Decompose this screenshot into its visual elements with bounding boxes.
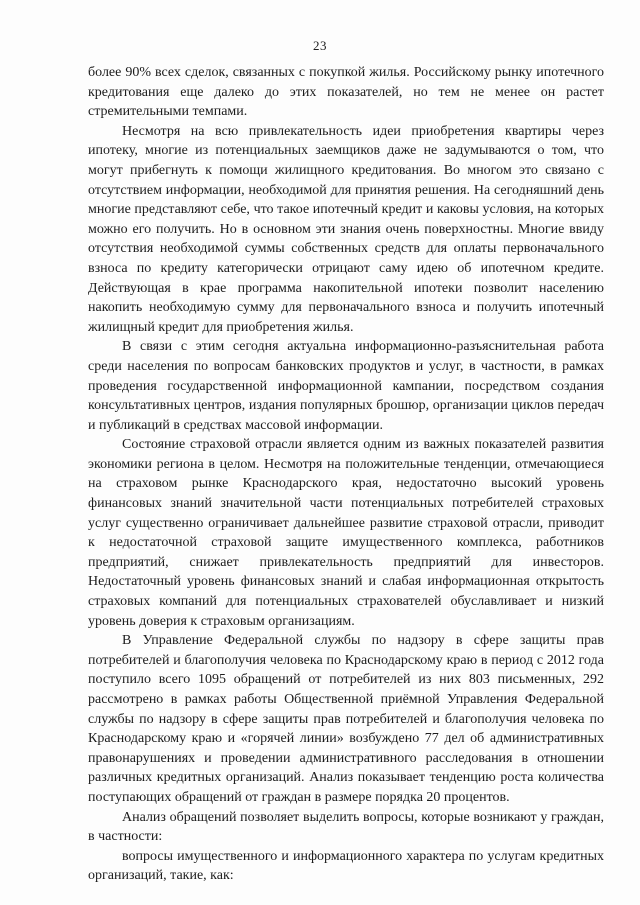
- paragraph-question-types: вопросы имущественного и информационного характера по услугам кредитных организаций, такие, как:: [88, 848, 604, 884]
- paragraph-continuation: более 90% всех сделок, связанных с покупкой жилья. Российскому рынку ипотечного кредитования еще далеко до этих показателей, но тем не менее он растет стремительными темпами.: [88, 65, 604, 120]
- document-body: [88, 63, 604, 886]
- paragraph-insurance-sector: Состояние страховой отрасли является одним из важных показателей развития экономики региона в целом. Несмотря на положительные тенденции, отмечающиеся на страховом рынке Краснодарского края, недостаточно высокий уровень финансовых знаний значительной части потенциальных потребителей страховых услуг существенно ограничивает дальнейшее развитие страховой отрасли, приводит к недостаточной страховой защите имущественного комплекса, работников предприятий, снижает привлекательность предприятий для инвесторов. Недостаточный уровень финансовых знаний и слабая информационная открытость страховых компаний для потенциальных страхователей обуславливает и низкий уровень доверия к страховым организациям.: [88, 437, 604, 629]
- paragraph-consumer-complaints: В Управление Федеральной службы по надзору в сфере защиты прав потребителей и благополучия человека по Краснодарскому краю в период с 2012 года поступило всего 1095 обращений от потребителей из них 803 письменных, 292 рассмотрено в рамках работы Общественной приёмной Управления Федеральной службы по надзору в сфере защиты прав потребителей и благополучия человека по Краснодарскому краю и «горячей линии» возбуждено 77 дел об административных правонарушениях и проведении административного расследования в отношении различных кредитных организаций. Анализ показывает тенденцию роста количества поступающих обращений от граждан в размере порядка 20 процентов.: [88, 633, 604, 805]
- paragraph-complaint-analysis: Анализ обращений позволяет выделить вопросы, которые возникают у граждан, в частности:: [88, 809, 604, 845]
- paragraph-mortgage-awareness: Несмотря на всю привлекательность идеи приобретения квартиры через ипотеку, многие из потенциальных заемщиков даже не задумываются о том, что могут прибегнуть к помощи жилищного кредитования. Во многом это связано с отсутствием информации, необходимой для принятия решения. На сегодняшний день многие представляют себе, что такое ипотечный кредит и каковы условия, на которых можно его получить. Но в основном эти знания очень поверхностны. Многие ввиду отсутствия необходимой суммы собственных средств для оплаты первоначального взноса по кредиту категорически отрицают саму идею об ипотечном кредите. Действующая в крае программа накопительной ипотеки позволит населению накопить необходимую сумму для первоначального взноса и получить ипотечный жилищный кредит для приобретения жилья.: [88, 123, 604, 335]
- paragraph-outreach-work: В связи с этим сегодня актуальна информационно-разъяснительная работа среди населения по вопросам банковских продуктов и услуг, в частности, в рамках проведения государственной информационной кампании, посредством создания консультативных центров, издания популярных брошюр, организации циклов передач и публикаций в средствах массовой информации.: [88, 339, 604, 433]
- page-number: 23: [313, 38, 327, 53]
